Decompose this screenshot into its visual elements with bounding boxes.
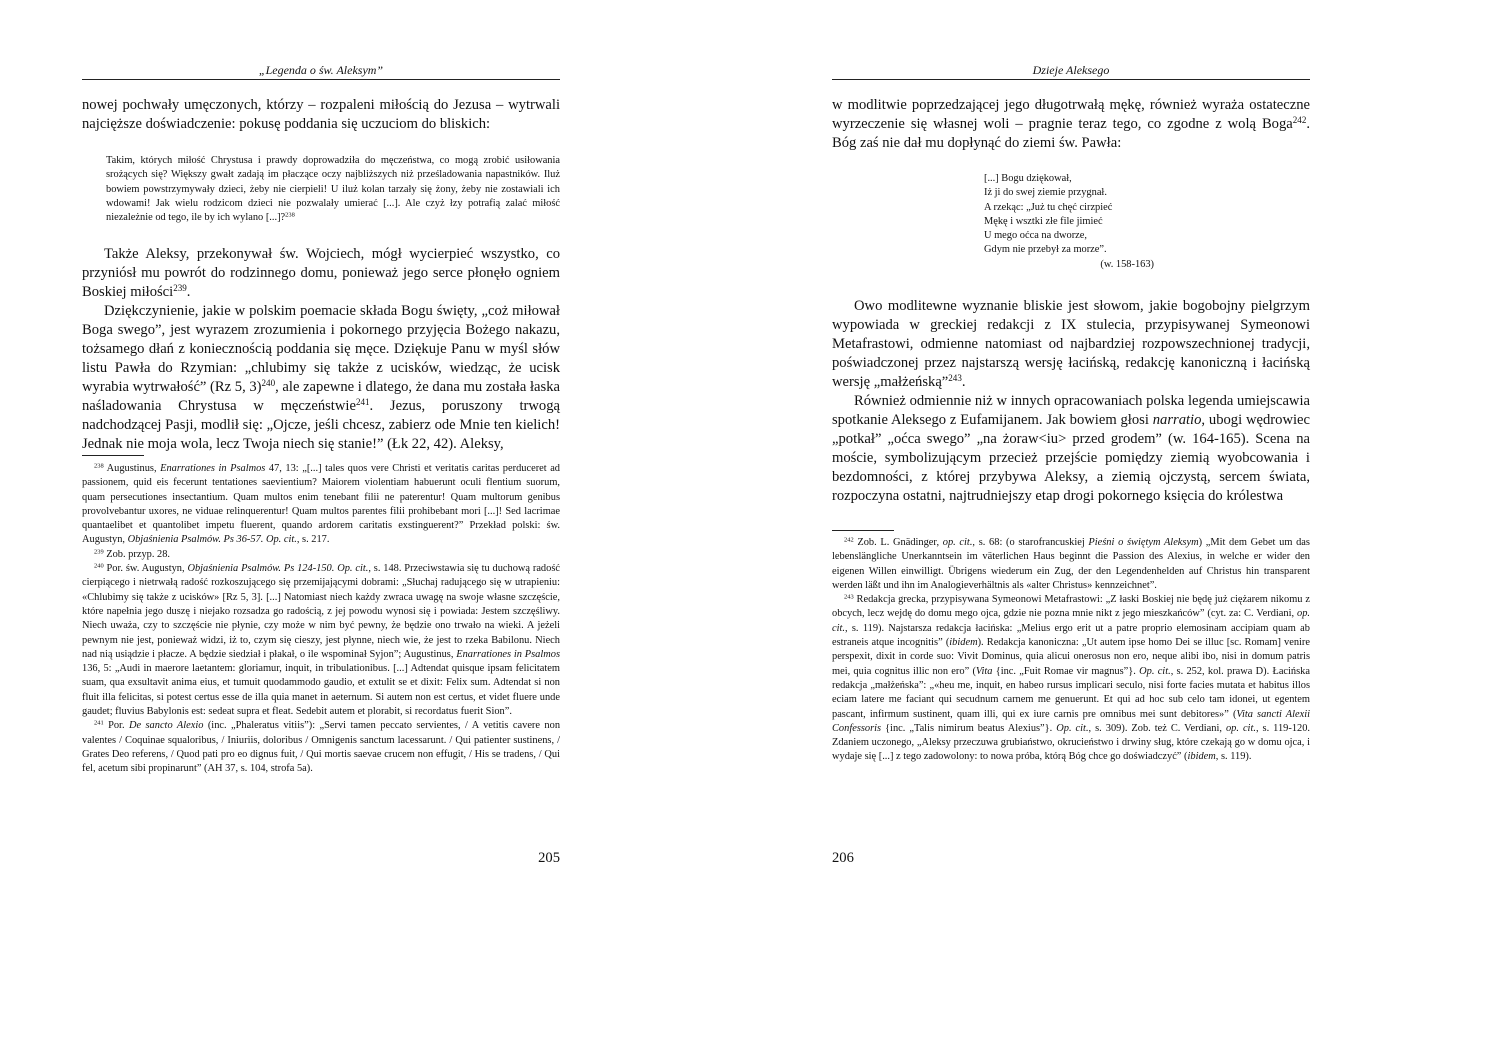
footnote-242 xyxy=(832,536,1310,593)
footnote-text: ) „Mit dem Gebet um das lebenslängliche Unerkanntsein im väterlichen Haus beginnt die Passion des Alexius, in welche er wider den eigenen Willen einwilligt. Übrigens wiederum ein Zug, der den Legendenhelden auf Christus hin transparent werden läßt und ihn im Analogieverhältnis als «alter Christus» kennzeichnet”. xyxy=(832,537,1310,591)
footnote-title: ibidem xyxy=(949,637,978,649)
footnote-241 xyxy=(82,719,560,776)
paragraph xyxy=(832,392,1310,506)
footnote-text: , s. 309). Zob. też C. Verdiani, xyxy=(1088,722,1226,734)
running-head: „Legenda o św. Aleksym” xyxy=(258,63,384,77)
footnote-text: , s. 217. xyxy=(296,534,330,546)
left-page xyxy=(82,0,560,1059)
footnote-text: Por. xyxy=(103,720,129,732)
footnote-title: op. cit. xyxy=(1225,722,1256,734)
paragraph-text: w modlitwie poprzedzającej jego długotrwałą mękę, również wyraża ostateczne wyrzeczenie się własnej woli – pragnie teraz tego, co zgodne z wolą Boga xyxy=(832,97,1310,132)
footnote-text: , s. 68: (o starofrancuskiej xyxy=(972,537,1089,548)
paragraph: Owo modlitewne wyznanie bliskie jest słowom, jakie bogobojny pielgrzym wypowiada w greckiej redakcji z IX stulecia, przypisywanej Symeonowi Metafrastowi, odmienne natomiast od najbardziej rozpowszechnionej tradycji, poświadczonej przez najstarszą wersję łacińską, redakcję kanoniczną i łacińską wersję „małżeńską”$^{243}$. xyxy=(832,298,1310,390)
paragraph-text: . Bóg zaś nie dał mu dopłynąć do ziemi św. Pawła: xyxy=(832,116,1310,151)
footnote-title: De sancto Alexio xyxy=(128,720,204,732)
footnote-text: Redakcja grecka, przypisywana Symeonowi Metafrastowi: „Z łaski Boskiej nie będę już ciężarem nikomu z obcych, lecz wejdę do domu mego ojca, gdzie nie pozna mnie nikt z jego mieszkańców” (cyt. za: C. Verdiani, xyxy=(832,594,1310,620)
paragraph-text: , ale zapewne i dlatego, że dana mu została łaska naśladowania Chrystusa w męczeństwie xyxy=(82,379,560,414)
footnote-number: 239 xyxy=(94,548,104,556)
poem-line: Mękę i wsztki złe file jimieć xyxy=(984,215,1103,227)
footnote-text: {inc. „Talis nimirum beatus Alexius”}. xyxy=(881,722,1057,734)
poem-line: A rzekąc: „Już tu chęć cirzpieć xyxy=(984,201,1113,213)
poem-verse-reference: (w. 158-163) xyxy=(1100,258,1154,270)
poem-line: [...] Bogu dziękował, xyxy=(984,173,1072,184)
poem-line: U mego oćca na dworze, xyxy=(984,230,1087,242)
footnote-rule xyxy=(82,455,144,456)
footnote-text: , s. 119). Najstarsza redakcja łacińska: „Melius ergo erit ut a patre proprio elemosinam accipiam quam ab estraneis atque incognitis” ( xyxy=(832,622,1310,649)
footnote-title: Vita sancti Alexii Confessoris xyxy=(832,708,1310,734)
paragraph-text: . Jezus, poruszony trwogą nadchodzącej Pasji, modlił się: „Ojcze, jeśli chcesz, zabierz ode Mnie ten kielich! Jednak nie moja wola, lecz Twoja niech się stanie!” (Łk 22, 42). Aleksy, xyxy=(82,398,560,452)
footnote-text: Augustinus, xyxy=(103,463,161,474)
footnote-text: {inc. „Fuit Romae vir magnus”}. xyxy=(992,665,1140,677)
paragraph-text: Również odmiennie niż w innych opracowaniach polska legenda umiejscawia spotkanie Aleksego z Eufamijanem. Jak bowiem głosi xyxy=(832,393,1310,428)
paragraph xyxy=(82,302,560,454)
footnote-title: Pieśni o świętym Aleksym xyxy=(1088,537,1199,548)
footnote-title: Objaśnienia Psalmów. Ps 124-150. Op. cit. xyxy=(187,563,369,575)
footnote-text: , s. 119). xyxy=(1215,751,1252,763)
footnote-ref: 239 xyxy=(173,283,187,294)
footnote-240 xyxy=(82,562,560,719)
footnote-ref: 240 xyxy=(261,378,276,389)
footnote-number: 240 xyxy=(94,562,104,570)
footnotes xyxy=(832,536,1310,765)
footnote-title: op. cit. xyxy=(832,608,1310,634)
footnote-ref: 242 xyxy=(1292,115,1307,126)
footnote-title: Enarrationes in Psalmos xyxy=(160,463,266,474)
footnote-number: 241 xyxy=(94,719,104,727)
footnote-238 xyxy=(82,462,560,548)
footnote-text: Por. św. Augustyn, xyxy=(103,563,188,575)
block-quote xyxy=(82,154,560,225)
paragraph-text: Owo modlitewne wyznanie bliskie jest słowom, jakie bogobojny pielgrzym wypowiada w greckiej redakcji z IX stulecia, przypisywanej Symeonowi Metafrastowi, odmienne natomiast od najbardziej rozpowszechnionej tradycji, poświadczonej przez najstarszą wersję łacińską, redakcję kanoniczną i łacińską wersję „małżeńską” xyxy=(832,298,1310,390)
header-rule xyxy=(832,79,1310,80)
footnote-number: 242 xyxy=(844,536,854,544)
footnote-ref: 238 xyxy=(285,211,295,219)
quote-text: Takim, których miłość Chrystusa i prawdy doprowadziła do męczeństwa, co mogą zrobić usiłowania srożących się? Większy gwałt zadają im płaczące oczy najbliższych niż prześladowania napastników. Iluż bowiem powstrzymywały dzieci, żeby nie cierpieli! U iluż kolan tarzały się żony, żeby nie zostawiali ich wdowami! Jak wielu rodzicom dzieci nie pozwalały umierać [...]. Ale czyż łzy potrafią zalać miłość niezależnie od tego, ile by ich wylano [...]? xyxy=(106,155,560,224)
paragraph-text: Dziękczynienie, jakie w polskim poemacie składa Bogu święty, „coż miłował Boga swego”, jest wyrazem zrozumienia i pokornego przyjęcia Bożego nakazu, tożsamego dłań z koniecznością poddania się męce. Dziękuje Panu w myśl słów listu Pawła do Rzymian: „chlubimy się także z ucisków, wiedząc, że ucisk wyrabia wytrwałość” (Rz 5, 3) xyxy=(82,303,560,395)
footnotes xyxy=(82,462,560,777)
footnote-text: Zob. przyp. 28. xyxy=(103,548,171,560)
footnote-text: 136, 5: „Audi in maerore laetantem: gloriamur, inquit, in tribulationibus. [...] Adtendat quisque ipsam felicitatem suam, qua exsultavit anima eius, et tumuit quodammodo gaudio, et extulit se et dixit: Felix sum. Adtendat si non fluit illa felicitas, si potest certus esse de illa quia manet in aeternum. Si autem non est certus, et videt fluere unde gaudet; fluvius Babylonis est: sedeat supra et fleat. Sedebit autem et plorabit, si recordatus fuerit Sion”. xyxy=(82,663,560,718)
footnote-text: 47, 13: „[...] tales quos vere Christi et veritatis caritas perduceret ad passionem, quid eis fecerunt tentationes saevientium? Maiorem violentiam habuerunt oculi flentium suorum, quam persecutiones insectantium. Quam multos enim tenebant filii ne paterentur! Quam multorum genibus provolvebantur uxores, ne viduae relinquerentur! Quam multos parentes filii prohibebant mori [...]! Sed lacrimae quantaelibet et quantolibet impetu fluerent, quando ardorem caritatis exstinguerent?” Przekład polski: św. Augustyn, xyxy=(82,463,560,546)
footnote-number: 238 xyxy=(94,462,104,470)
footnote-title: op. cit. xyxy=(942,537,973,548)
footnote-rule xyxy=(832,530,894,531)
paragraph: Także Aleksy, przekonywał św. Wojciech, mógł wycierpieć wszystko, co przyniósł mu powrót do rodzinnego domu, ponieważ jego serce płonęło ogniem Boskiej miłości$^{239}$. xyxy=(82,246,560,300)
page-number: 206 xyxy=(832,850,854,866)
footnote-text: Zob. L. Gnädinger, xyxy=(853,537,943,548)
footnote-text: , s. 252, kol. prawa D). Łacińska redakcja „małżeńska”: „«heu me, inquit, en habeo rursus implicari seculo, nisi forte facies mutata et habitus illos eciam latere me faciant qui secudnum carnem me genuerunt. Et qui ad hoc sub celo tam idonei, ut egentem pascant, infirmum sustinent, quam illi, qui ex iure carnis pre omnibus mei sunt debitores»” ( xyxy=(832,665,1310,720)
poem-quote xyxy=(984,172,1154,272)
body-text xyxy=(832,96,1310,153)
header-rule xyxy=(82,79,560,80)
footnote-ref: 243 xyxy=(948,373,962,384)
footnote-text: , s. 119-120. Zdaniem uczonego, „Aleksy przeczuwa grubiaństwo, okrucieństwo i drwiny sług, które czekają go w domu ojca, i wydaje się [...] z tego zadowolony: to nowa próba, którą Bóg chce go doświadczyć” ( xyxy=(832,722,1311,763)
poem-line: Iż ji do swej ziemie przygnał. xyxy=(984,187,1107,199)
intro-paragraph xyxy=(82,96,560,134)
paragraph xyxy=(832,96,1310,153)
right-page xyxy=(832,0,1310,1059)
body-text xyxy=(832,297,1310,506)
body-text xyxy=(82,245,560,454)
footnote-title: Vita xyxy=(975,665,993,677)
footnote-title: ibidem xyxy=(1187,751,1216,763)
footnote-number: 243 xyxy=(844,593,854,601)
footnote-243 xyxy=(832,593,1310,765)
running-head: Dzieje Aleksego xyxy=(1032,63,1110,77)
footnote-title: Enarrationes in Psalmos xyxy=(456,648,561,660)
footnote-title: Op. cit. xyxy=(1056,722,1089,734)
footnote-title: Objaśnienia Psalmów. Ps 36-57. Op. cit. xyxy=(127,534,297,546)
footnote-ref: 241 xyxy=(355,397,370,408)
intro-text: nowej pochwały umęczonych, którzy – rozpaleni miłością do Jezusa – wytrwali najcięższe doświadczenie: pokusę poddania się uczuciom do bliskich: xyxy=(82,97,560,132)
footnote-title: Op. cit. xyxy=(1139,665,1171,677)
poem-line: Gdym nie przebył za morze”. xyxy=(984,244,1107,256)
footnote-text: , s. 148. Przeciwstawia się tu duchową radość cierpiącego i nietrwałą radość rozkoszującego się przemijającymi dobrami: „Słuchaj radującego się w utrapieniu: «Chlubimy się także z ucisków» [Rz 5, 3]. [...] Natomiast niech każdy zwraca uwagę na swoje własne szczęście, które napełnia jego duszę i niejako rozsadza go radością, z jej powodu wynosi się i powiada: Jestem szczęśliwy. Niech uważa, czy to szczęście nie płynie, czy może w nim być pewny, że będzie ono trwało na wieki. A jeżeli pewnym nie jest, ponieważ widzi, iż to, czym się cieszy, jest płynne, niech wie, że jest to rzeka Babilonu. Niech nad nią usiądzie i płacze. A będzie siedział i płakał, o ile wspominał Syjon”; Augustinus, xyxy=(82,563,560,660)
footnote-text: (inc. „Phaleratus vitiis”): „Servi tamen peccato servientes, / A vetitis cavere non valentes / Coquinae squaloribus, / Iniuriis, doloribus / Omnigenis sanctum lacessarunt. / Qui patienter sustinens, / Grates Deo referens, / Quod pati pro eo dignus fuit, / Qui mortis saevae crucem non effugit, / His se tradens, / Qui fel, acetum sibi propinarunt” (AH 37, s. 104, strofa 5a). xyxy=(82,720,561,775)
paragraph-text: Także Aleksy, przekonywał św. Wojciech, mógł wycierpieć wszystko, co przyniósł mu powrót do rodzinnego domu, ponieważ jego serce płonęło ogniem Boskiej miłości xyxy=(82,246,560,300)
page-number: 205 xyxy=(538,850,560,866)
footnote-text: ). Redakcja kanoniczna: „Ut autem ipse homo Dei se illuc [sc. Romam] venire perspexit, dixit in corde suo: Vivit Dominus, quia alicui onerosus non ero, neque alibi ibo, nisi in domum patris mei, quia cognitus illic non ero” ( xyxy=(832,637,1310,677)
footnote-239 xyxy=(82,548,560,562)
paragraph-text: , ubogi wędrowiec „potkał” „oćca swego” „na żoraw<iu> przed grodem” (w. 164-165). Scena na moście, symbolizującym przecież przejście pomiędzy ziemią wyobcowania i bezdomności, z której przybywa Aleksy, a ziemią ojczystą, sercem świata, rozpoczyna ostatni, najtrudniejszy etap drogi pokornego księcia do królestwa xyxy=(832,412,1311,504)
italic-term: narratio xyxy=(1152,412,1202,428)
